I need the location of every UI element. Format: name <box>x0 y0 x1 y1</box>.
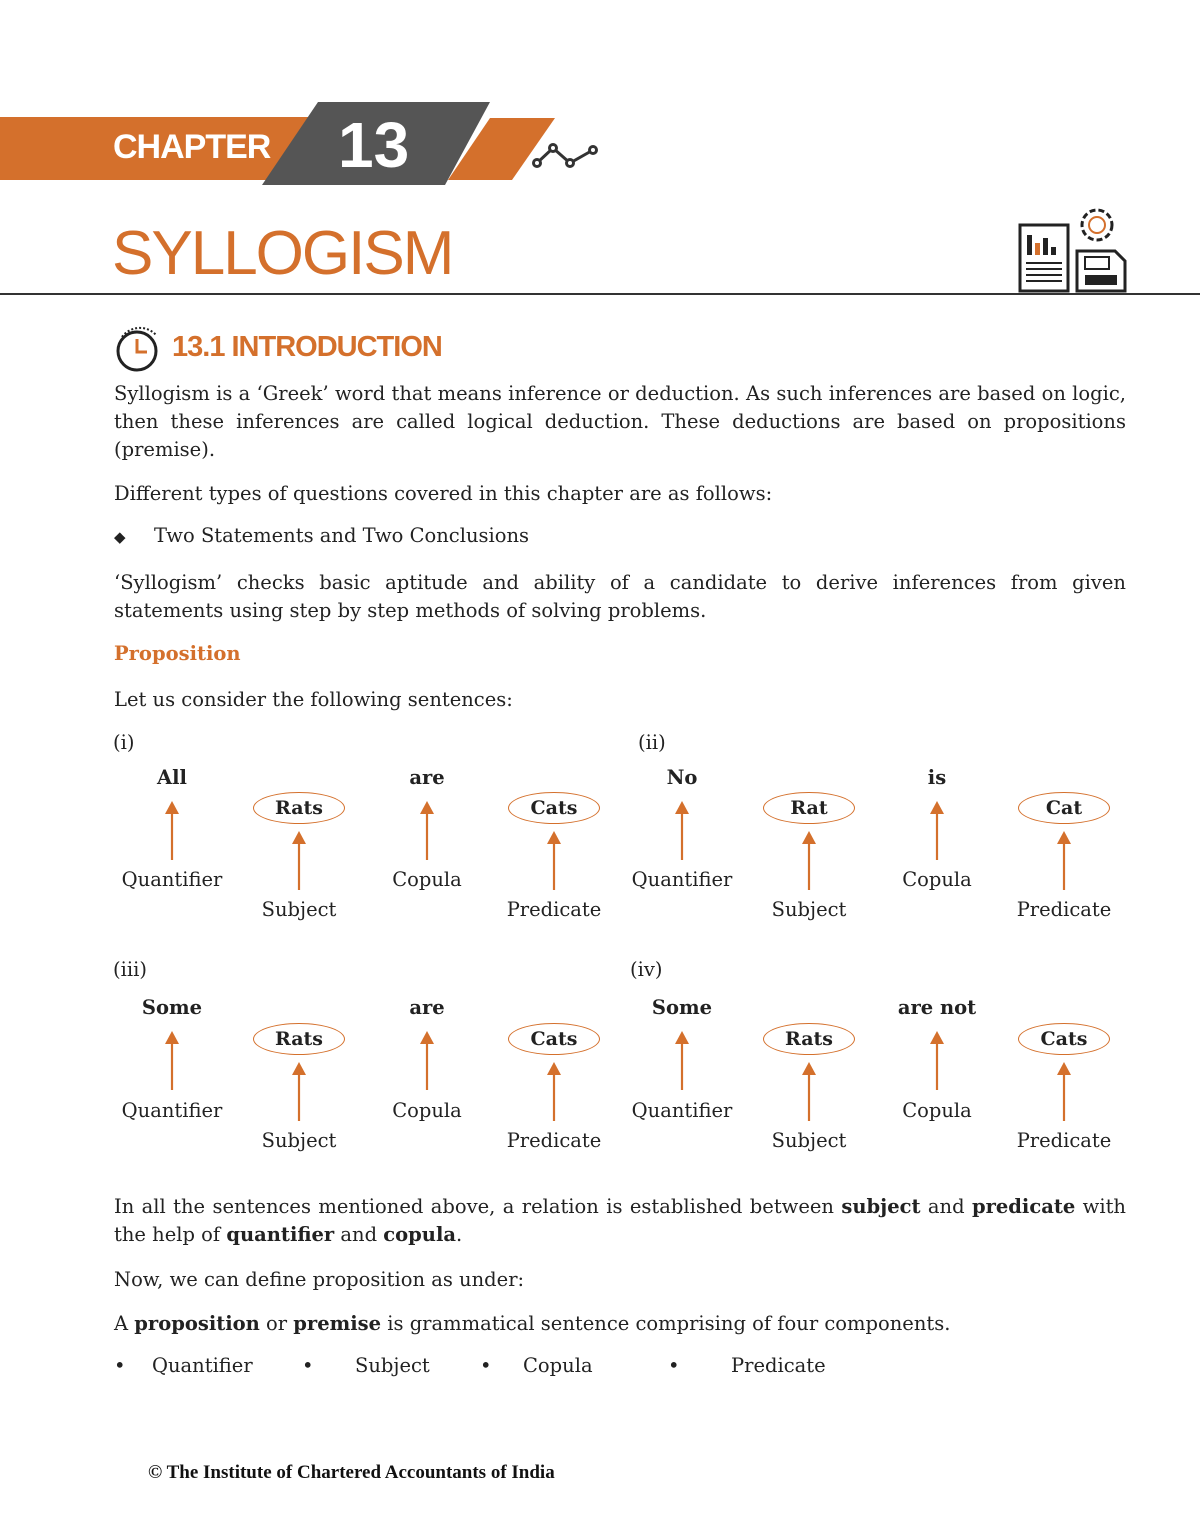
diagram-label: (iv) <box>630 958 663 981</box>
arrow-up-icon <box>672 800 692 862</box>
diagram-label: (i) <box>113 731 135 754</box>
page-title: SYLLOGISM <box>112 219 453 288</box>
arrow-up-icon <box>927 1030 947 1092</box>
intro-paragraph: Syllogism is a ‘Greek’ word that means inference or deduction. As such inferences are based on logic, then these inferences are called logical deduction. These deductions are based on propositions (premise). <box>114 382 1126 461</box>
predicate-caption: Predicate <box>1016 1129 1112 1152</box>
quantifier-word: Some <box>651 996 713 1019</box>
diamond-bullet-icon: ◆ <box>114 528 126 546</box>
quantifier-caption: Quantifier <box>121 1099 223 1122</box>
list-item: • Copula <box>480 1354 593 1377</box>
arrow-up-icon <box>544 1061 564 1123</box>
arrow-up-icon <box>927 800 947 862</box>
define-text: Now, we can define proposition as under: <box>114 1268 525 1291</box>
subject-ellipse: Rat <box>763 792 855 824</box>
chapter-number: 13 <box>338 109 410 181</box>
aptitude-paragraph: ‘Syllogism’ checks basic aptitude and ability of a candidate to derive inferences from given statements using step by step methods of solving problems. <box>114 571 1126 622</box>
subject-caption: Subject <box>771 1129 847 1152</box>
copula-caption: Copula <box>902 1099 972 1122</box>
list-item: • Predicate <box>668 1354 826 1377</box>
arrow-up-icon <box>1054 830 1074 892</box>
bullet-icon: • <box>302 1354 314 1377</box>
report-finance-icon <box>1015 205 1130 295</box>
quantifier-word: No <box>666 766 698 789</box>
copula-word: are <box>409 996 445 1019</box>
arrow-up-icon <box>672 1030 692 1092</box>
chapter-label: CHAPTER <box>113 128 271 166</box>
subject-caption: Subject <box>261 898 337 921</box>
clock-icon <box>112 325 164 373</box>
predicate-caption: Predicate <box>1016 898 1112 921</box>
arrow-up-icon <box>799 1061 819 1123</box>
arrow-up-icon <box>417 800 437 862</box>
quantifier-word: All <box>157 766 187 789</box>
arrow-up-icon <box>417 1030 437 1092</box>
chapter-banner <box>0 100 620 190</box>
list-item: • Subject <box>302 1354 430 1377</box>
predicate-ellipse: Cats <box>1018 1023 1110 1055</box>
predicate-ellipse: Cats <box>508 1023 600 1055</box>
section-heading: 13.1 INTRODUCTION <box>172 331 442 363</box>
bullet-icon: • <box>114 1354 126 1377</box>
predicate-caption: Predicate <box>506 1129 602 1152</box>
subject-ellipse: Rats <box>253 792 345 824</box>
arrow-up-icon <box>289 830 309 892</box>
subject-caption: Subject <box>261 1129 337 1152</box>
copula-caption: Copula <box>392 1099 462 1122</box>
quantifier-caption: Quantifier <box>631 868 733 891</box>
proposition-definition: A proposition or premise is grammatical sentence comprising of four components. <box>114 1312 951 1335</box>
subject-ellipse: Rats <box>763 1023 855 1055</box>
subject-caption: Subject <box>771 898 847 921</box>
copula-caption: Copula <box>392 868 462 891</box>
copula-word: are not <box>897 996 977 1019</box>
diagram-label: (ii) <box>638 731 666 754</box>
proposition-subheading: Proposition <box>114 642 241 665</box>
bullet-icon: • <box>668 1354 680 1377</box>
list-item: ◆ Two Statements and Two Conclusions <box>114 524 530 547</box>
predicate-ellipse: Cat <box>1018 792 1110 824</box>
copula-caption: Copula <box>902 868 972 891</box>
list-item: • Quantifier <box>114 1354 253 1377</box>
types-intro: Different types of questions covered in this chapter are as follows: <box>114 482 773 505</box>
arrow-up-icon <box>162 800 182 862</box>
arrow-up-icon <box>289 1061 309 1123</box>
copula-word: is <box>927 766 947 789</box>
quantifier-caption: Quantifier <box>631 1099 733 1122</box>
diagram-label: (iii) <box>113 958 147 981</box>
quantifier-word: Some <box>141 996 203 1019</box>
copula-word: are <box>409 766 445 789</box>
predicate-caption: Predicate <box>506 898 602 921</box>
consider-text: Let us consider the following sentences: <box>114 688 513 711</box>
predicate-ellipse: Cats <box>508 792 600 824</box>
arrow-up-icon <box>544 830 564 892</box>
arrow-up-icon <box>162 1030 182 1092</box>
arrow-up-icon <box>799 830 819 892</box>
footer-copyright: © The Institute of Chartered Accountants of India <box>148 1462 555 1483</box>
graph-line-icon <box>534 145 597 167</box>
quantifier-caption: Quantifier <box>121 868 223 891</box>
arrow-up-icon <box>1054 1061 1074 1123</box>
header-divider <box>0 293 1200 295</box>
bullet-icon: • <box>480 1354 492 1377</box>
relation-paragraph: In all the sentences mentioned above, a relation is established between subject and predicate with the help of quantifier and copula. <box>114 1195 1126 1246</box>
subject-ellipse: Rats <box>253 1023 345 1055</box>
